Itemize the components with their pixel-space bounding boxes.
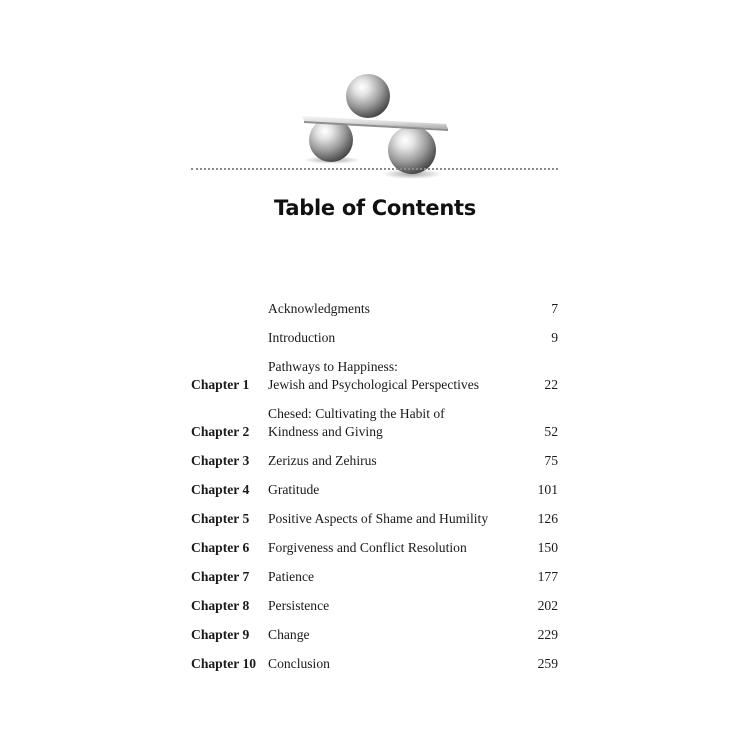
toc-row bbox=[191, 626, 558, 644]
toc-page-number: 177 bbox=[537, 569, 558, 584]
toc-entry-title bbox=[268, 568, 528, 586]
right-sphere bbox=[388, 126, 436, 174]
toc-entry-title bbox=[268, 481, 528, 499]
toc-chapter-number: Chapter 2 bbox=[191, 424, 250, 439]
toc-page-number: 7 bbox=[551, 301, 558, 316]
page-title: Table of Contents bbox=[274, 196, 476, 220]
toc-chapter-number: Chapter 10 bbox=[191, 656, 257, 671]
toc-page-number: 22 bbox=[544, 377, 558, 392]
balancing-spheres-icon bbox=[290, 62, 460, 184]
toc-entry-title bbox=[268, 358, 528, 394]
toc-entry-title bbox=[268, 510, 528, 528]
toc-page-number: 126 bbox=[537, 511, 558, 526]
toc-row bbox=[191, 568, 558, 586]
toc-entry-title-line: Pathways to Happiness: bbox=[268, 359, 398, 374]
toc-chapter-number: Chapter 4 bbox=[191, 482, 250, 497]
toc-entry-title-line: Chesed: Cultivating the Habit of bbox=[268, 406, 445, 421]
toc-row bbox=[191, 452, 558, 470]
toc-entry-title bbox=[268, 405, 528, 441]
toc-row bbox=[191, 597, 558, 615]
toc-chapter-number: Chapter 8 bbox=[191, 598, 250, 613]
toc-page-number: 229 bbox=[537, 627, 558, 642]
toc-page-number: 52 bbox=[544, 424, 558, 439]
balancing-spheres-graphic bbox=[290, 62, 460, 184]
toc-chapter-number: Chapter 7 bbox=[191, 569, 250, 584]
toc-chapter-number: Chapter 6 bbox=[191, 540, 250, 555]
toc-page-number: 101 bbox=[537, 482, 558, 497]
toc-row bbox=[191, 481, 558, 499]
toc-entry-title-line: Positive Aspects of Shame and Humility bbox=[268, 511, 489, 526]
toc-entry-title-line: Gratitude bbox=[268, 482, 320, 497]
toc-chapter-number: Chapter 5 bbox=[191, 511, 250, 526]
toc-entry-title-line: Zerizus and Zehirus bbox=[268, 453, 377, 468]
toc-page-number: 9 bbox=[551, 330, 558, 345]
toc-row bbox=[191, 539, 558, 557]
table-of-contents bbox=[191, 300, 558, 673]
toc-page-number: 75 bbox=[544, 453, 558, 468]
toc-entry-title-line: Change bbox=[268, 627, 310, 642]
toc-entry-title-line: Persistence bbox=[268, 598, 330, 613]
toc-row bbox=[191, 329, 558, 347]
toc-page-number: 150 bbox=[537, 540, 558, 555]
toc-page-number: 259 bbox=[537, 656, 558, 671]
toc-chapter-number: Chapter 9 bbox=[191, 627, 250, 642]
toc-row bbox=[191, 655, 558, 673]
toc-row bbox=[191, 358, 558, 394]
toc-entry-title bbox=[268, 655, 528, 673]
toc-entry-title bbox=[268, 329, 528, 347]
toc-entry-title bbox=[268, 626, 528, 644]
toc-entry-title-line: Introduction bbox=[268, 330, 336, 345]
toc-entry-title-line: Kindness and Giving bbox=[268, 424, 383, 439]
toc-row bbox=[191, 300, 558, 318]
top-sphere bbox=[346, 74, 390, 118]
toc-entry-title-line: Forgiveness and Conflict Resolution bbox=[268, 540, 467, 555]
toc-entry-title-line: Conclusion bbox=[268, 656, 330, 671]
toc-entry-title bbox=[268, 300, 528, 318]
toc-entry-title-line: Acknowledgments bbox=[268, 301, 370, 316]
toc-entry-title bbox=[268, 452, 528, 470]
toc-row bbox=[191, 510, 558, 528]
toc-row bbox=[191, 405, 558, 441]
toc-chapter-number: Chapter 3 bbox=[191, 453, 250, 468]
toc-chapter-number: Chapter 1 bbox=[191, 377, 250, 392]
toc-entry-title bbox=[268, 597, 528, 615]
toc-entry-title-line: Patience bbox=[268, 569, 315, 584]
toc-page-number: 202 bbox=[537, 598, 558, 613]
toc-entry-title bbox=[268, 539, 528, 557]
dotted-divider bbox=[191, 168, 558, 170]
toc-entry-title-line: Jewish and Psychological Perspectives bbox=[268, 377, 480, 392]
